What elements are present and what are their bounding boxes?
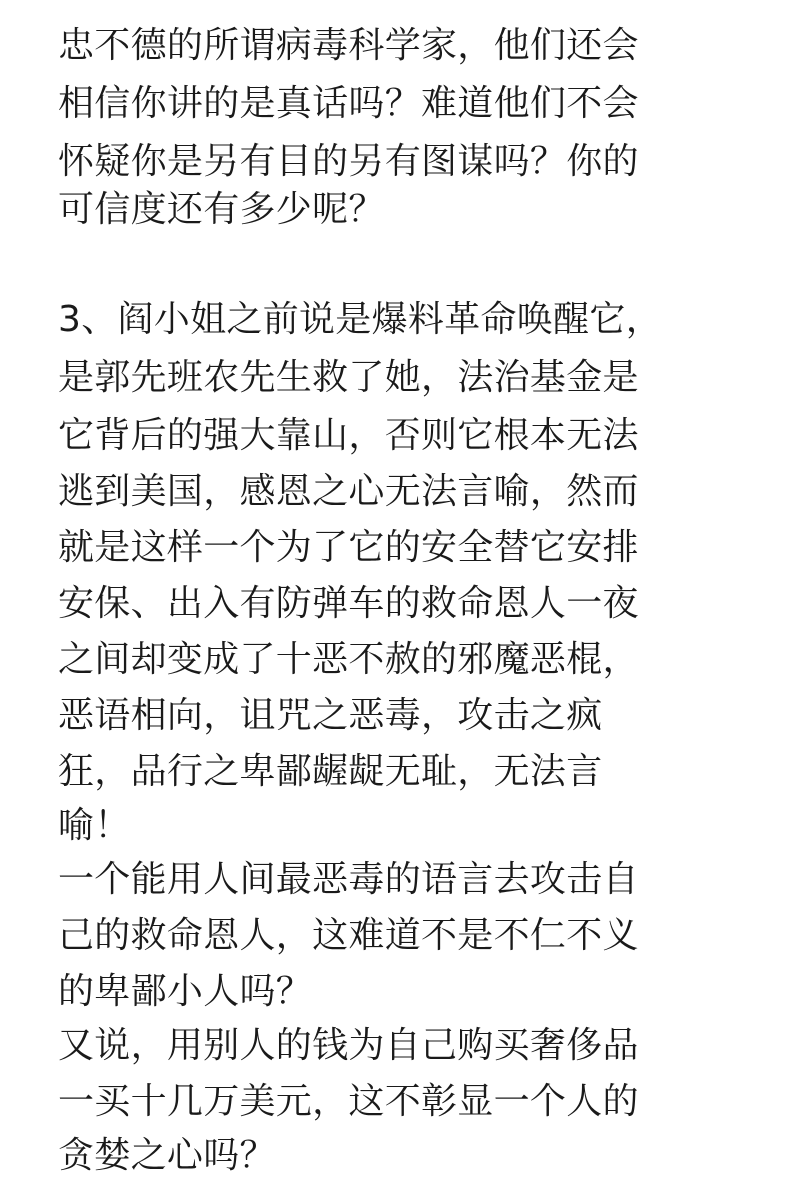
paragraph-2-line-12: 己的救命恩人，这难道不是不仁不义: [58, 915, 639, 956]
paragraph-2-line-15: 一买十几万美元，这不彰显一个人的: [58, 1081, 639, 1122]
paragraph-2-line-2: 是郭先班农先生救了她，法治基金是: [58, 357, 639, 398]
paragraph-2-line-3: 它背后的强大靠山，否则它根本无法: [58, 415, 639, 456]
paragraph-2-line-6: 安保、出入有防弹车的救命恩人一夜: [58, 583, 639, 624]
paragraph-2-line-11: 一个能用人间最恶毒的语言去攻击自: [58, 859, 639, 900]
paragraph-1-line-3: 怀疑你是另有目的另有图谋吗？你的: [58, 141, 639, 182]
paragraph-2-line-14: 又说，用别人的钱为自己购买奢侈品: [58, 1025, 639, 1066]
paragraph-2-line-13: 的卑鄙小人吗？: [58, 971, 313, 1012]
paragraph-1-line-1: 忠不德的所谓病毒科学家，他们还会: [58, 25, 639, 66]
paragraph-2-line-9: 狂，品行之卑鄙龌龊无耻，无法言: [58, 751, 603, 792]
paragraph-1-line-4: 可信度还有多少呢？: [58, 189, 385, 230]
paragraph-2-line-4: 逃到美国，感恩之心无法言喻，然而: [58, 471, 639, 512]
paragraph-1-line-2: 相信你讲的是真话吗？难道他们不会: [58, 83, 639, 124]
paragraph-2-line-7: 之间却变成了十恶不赦的邪魔恶棍，: [58, 639, 639, 680]
paragraph-2-line-1: 3、阎小姐之前说是爆料革命唤醒它，: [58, 299, 663, 340]
paragraph-2-line-10: 喻！: [58, 805, 131, 846]
paragraph-2-line-16: 贪婪之心吗？: [58, 1135, 276, 1176]
paragraph-2-line-8: 恶语相向，诅咒之恶毒，攻击之疯: [58, 695, 603, 736]
paragraph-2-line-5: 就是这样一个为了它的安全替它安排: [58, 527, 639, 568]
